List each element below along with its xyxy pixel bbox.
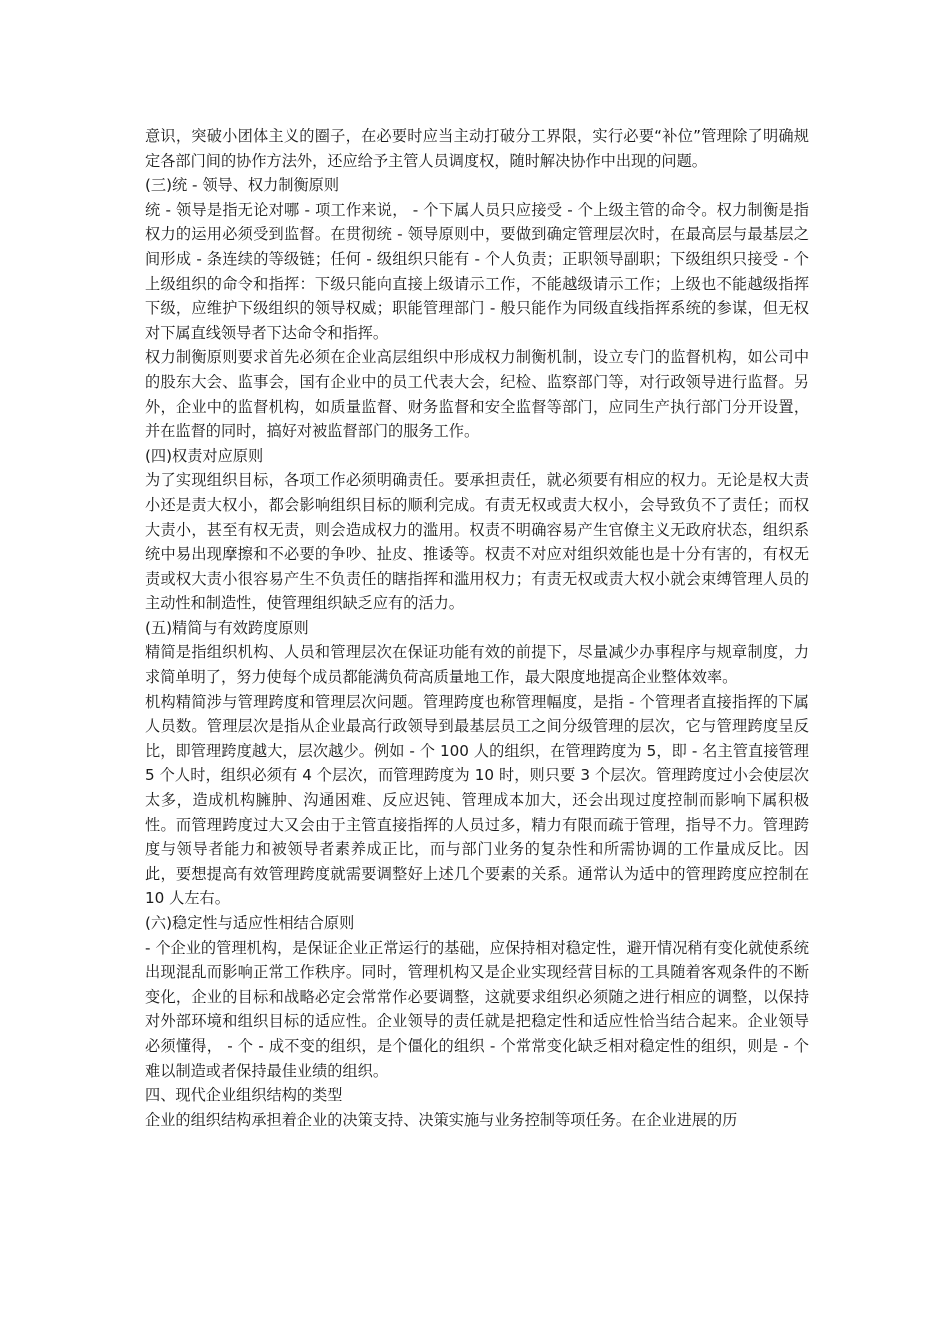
paragraph-power-balance: 权力制衡原则要求首先必须在企业高层组织中形成权力制衡机制，设立专门的监督机构，如公司中的股东大会、监事会，国有企业中的员工代表大会，纪检、监察部门等，对行政领导进行监督。另外，企业中的监督机构，如质量监督、财务监督和安全监督等部门，应同生产执行部门分开设置，并在监督的同时，搞好对被监督部门的服务工作。 xyxy=(145,348,809,441)
paragraph-rights-responsibilities: 为了实现组织目标，各项工作必须明确责任。要承担责任，就必须要有相应的权力。无论是权大责小还是责大权小，都会影响组织目标的顺利完成。有责无权或责大权小，会导致负不了责任；而权大责小，甚至有权无责，则会造成权力的滥用。权责不明确容易产生官僚主义无政府状态，组织系统中易出现摩擦和不必要的争吵、扯皮、推诿等。权责不对应对组织效能也是十分有害的，有权无责或权大责小很容易产生不负责任的瞎指挥和滥用权力；有责无权或责大权小就会束缚管理人员的主动性和制造性，使管理组织缺乏应有的活力。 xyxy=(145,471,809,613)
paragraph-coordination-continued: 意识，突破小团体主义的圈子，在必要时应当主动打破分工界限，实行必要“补位”管理除了明确规定各部门间的协作方法外，还应给予主管人员调度权，随时解决协作中出现的问题。 xyxy=(145,127,809,170)
document-page xyxy=(145,124,809,1132)
heading-org-structure-types: 四、现代企业组织结构的类型 xyxy=(145,1086,343,1105)
paragraph-stability-adaptability: - 个企业的管理机构，是保证企业正常运行的基础，应保持相对稳定性，避开情况稍有变化就使系统出现混乱而影响正常工作秩序。同时，管理机构又是企业实现经营目标的工具随着客观条件的不断变化，企业的目标和战略必定会常常作必要调整，这就要求组织必须随之进行相应的调整，以保持对外部环境和组织目标的适应性。企业领导的责任就是把稳定性和适应性恰当结合起来。企业领导必须懂得， - 个 - 成不变的组织，是个僵化的组织 - 个常常变化缺乏相对稳定性的组织，则是 - 个难以制造或者保持最佳业绩的组织。 xyxy=(145,938,809,1080)
paragraph-org-structure-intro: 企业的组织结构承担着企业的决策支持、决策实施与业务控制等项任务。在企业进展的历 xyxy=(145,1110,738,1129)
paragraph-unified-leadership: 统 - 领导是指无论对哪 - 项工作来说， - 个下属人员只应接受 - 个上级主管的命令。权力制衡是指权力的运用必须受到监督。在贯彻统 - 领导原则中，要做到确定管理层次时，在最高层与最基层之间形成 - 条连续的等级链；任何 - 级组织只能有 - 个人负责；正职领导副职；下级组织只接受 - 个上级组织的命令和指挥：下级只能向直接上级请示工作，不能越级请示工作；上级也不能越级指挥下级，应维护下级组织的领导权威；职能管理部门 - 般只能作为同级直线指挥系统的参谋，但无权对下属直线领导者下达命令和指挥。 xyxy=(145,200,809,342)
heading-rights-responsibilities: (四)权责对应原则 xyxy=(145,446,264,465)
heading-stability-adaptability: (六)稳定性与适应性相结合原则 xyxy=(145,914,355,932)
paragraph-streamlining: 精简是指组织机构、人员和管理层次在保证功能有效的前提下，尽量减少办事程序与规章制度，力求简单明了，努力使每个成员都能满负荷高质量地工作，最大限度地提高企业整体效率。 xyxy=(145,643,809,687)
paragraph-management-span: 机构精简涉与管理跨度和管理层次问题。管理跨度也称管理幅度，是指 - 个管理者直接指挥的下属人员数。管理层次是指从企业最高行政领导到最基层员工之间分级管理的层次，它与管理跨度呈反比，即管理跨度越大，层次越少。例如 - 个 100 人的组织，在管理跨度为 5，即 - 名主管直接管理 5 个人时，组织必须有 4 个层次，而管理跨度为 10 时，则只要 3 个层次。管理跨度过小会使层次太多，造成机构臃肿、沟通困难、反应迟钝、管理成本加大，还会出现过度控制而影响下属积极性。而管理跨度过大又会由于主管直接指挥的人员过多，精力有限而疏于管理，指导不力。管理跨度与领导者能力和被领导者素养成正比，而与部门业务的复杂性和所需协调的工作量成反比。因此，要想提高有效管理跨度就需要调整好上述几个要素的关系。通常认为适中的管理跨度应控制在 10 人左右。 xyxy=(145,692,809,908)
heading-streamlining-span: (五)精简与有效跨度原则 xyxy=(145,618,309,637)
heading-unified-leadership: (三)统 - 领导、权力制衡原则 xyxy=(145,176,340,195)
